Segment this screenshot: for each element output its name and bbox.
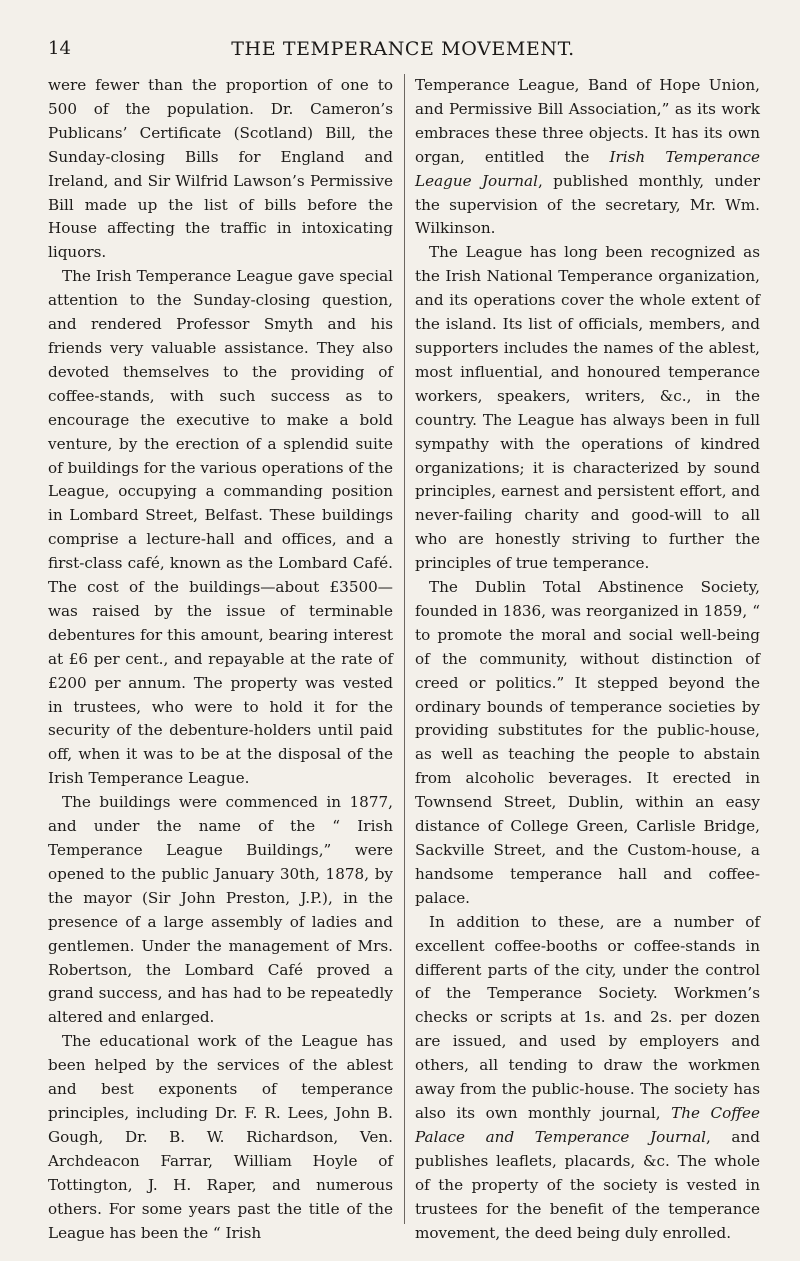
- paragraph: The Dublin Total Abstinence Society, founded in 1836, was reorganized in 1859, “ to promote the moral and social well-being of the community, without distinction of creed or politics.” It stepped beyond the ordinary bounds of temperance societies by providing substitutes for the public-house, as well as teaching the people to abstain from alcoholic beverages. It erected in Townsend Street, Dublin, within an easy distance of College Green, Carlisle Bridge, Sackville Street, and the Custom-house, a handsome temperance hall and coffee-palace.: [415, 578, 760, 907]
- page-header: [48, 38, 758, 68]
- text-run: , and publishes leaflets, placards, &c. The whole of the property of the society is vested in trustees for the benefit of the temperance movement, the deed being duly enrolled.: [415, 1127, 760, 1242]
- text-columns: [48, 74, 760, 1242]
- paragraph: The Irish Temperance League gave special attention to the Sunday-closing question, and rendered Professor Smyth and his friends very valuable assistance. They also devoted themselves to the providing of coffee-stands, with such success as to encourage the executive to make a bold venture, by the erection of a splendid suite of buildings for the various operations of the League, occupying a commanding position in Lombard Street, Belfast. These buildings comprise a lecture-hall and offices, and a first-class café, known as the Lombard Café. The cost of the buildings—about £3500—was raised by the issue of terminable debentures for this amount, bearing interest at £6 per cent., and repayable at the rate of £200 per annum. The property was vested in trustees, who were to hold it for the security of the debenture-holders until paid off, when it was to be at the disposal of the Irish Temperance League.: [48, 267, 393, 788]
- page-number: 14: [48, 38, 71, 59]
- running-title: THE TEMPERANCE MOVEMENT.: [231, 38, 575, 60]
- left-column: [48, 74, 393, 1242]
- column-divider: [404, 74, 405, 1224]
- journal-title: The Coffee Palace and Temperance Journal: [415, 1103, 760, 1146]
- journal-title: Irish Temperance League Journal: [415, 147, 760, 190]
- right-column: [415, 74, 760, 1242]
- text-run: Temperance League, Band of Hope Union, and Permissive Bill Association,” as its work embraces these three objects. It has its own organ, entitled the: [415, 76, 760, 166]
- text-run: , published monthly, under the supervision of the secretary, Mr. Wm. Wilkinson.: [415, 171, 760, 238]
- paragraph: were fewer than the proportion of one to 500 of the population. Dr. Cameron’s Publicans’ Certificate (Scotland) Bill, the Sunday-closing Bills for England and Ireland, and Sir Wilfrid Lawson’s Permissive Bill made up the list of bills before the House affecting the traffic in intoxicating liquors.: [48, 76, 393, 262]
- paragraph: The educational work of the League has been helped by the services of the ablest and best exponents of temperance principles, including Dr. F. R. Lees, John B. Gough, Dr. B. W. Richardson, Ven. Archdeacon Farrar, William Hoyle of Tottington, J. H. Raper, and numerous others. For some years past the title of the League has been the “ Irish: [48, 1032, 393, 1242]
- paragraph: [415, 74, 760, 241]
- text-run: In addition to these, are a number of excellent coffee-booths or coffee-stands in different parts of the city, under the control of the Temperance Society. Workmen’s checks or scripts at 1s. and 2s. per dozen are issued, and used by employers and others, all tending to draw the workmen away from the public-house. The society has also its own monthly journal,: [415, 912, 760, 1122]
- paragraph: The buildings were commenced in 1877, and under the name of the “ Irish Temperance League Buildings,” were opened to the public January 30th, 1878, by the mayor (Sir John Preston, J.P.), in the presence of a large assembly of ladies and gentlemen. Under the management of Mrs. Robertson, the Lombard Café proved a grand success, and has had to be repeatedly altered and enlarged.: [48, 793, 393, 1027]
- paragraph: The League has long been recognized as the Irish National Temperance organization, and its operations cover the whole extent of the island. Its list of officials, members, and supporters includes the names of the ablest, most influential, and honoured temperance workers, speakers, writers, &c., in the country. The League has always been in full sympathy with the operations of kindred organizations; it is characterized by sound principles, earnest and persistent effort, and never-failing charity and good-will to all who are honestly striving to further the principles of true temperance.: [415, 243, 760, 573]
- paragraph: [415, 911, 760, 1246]
